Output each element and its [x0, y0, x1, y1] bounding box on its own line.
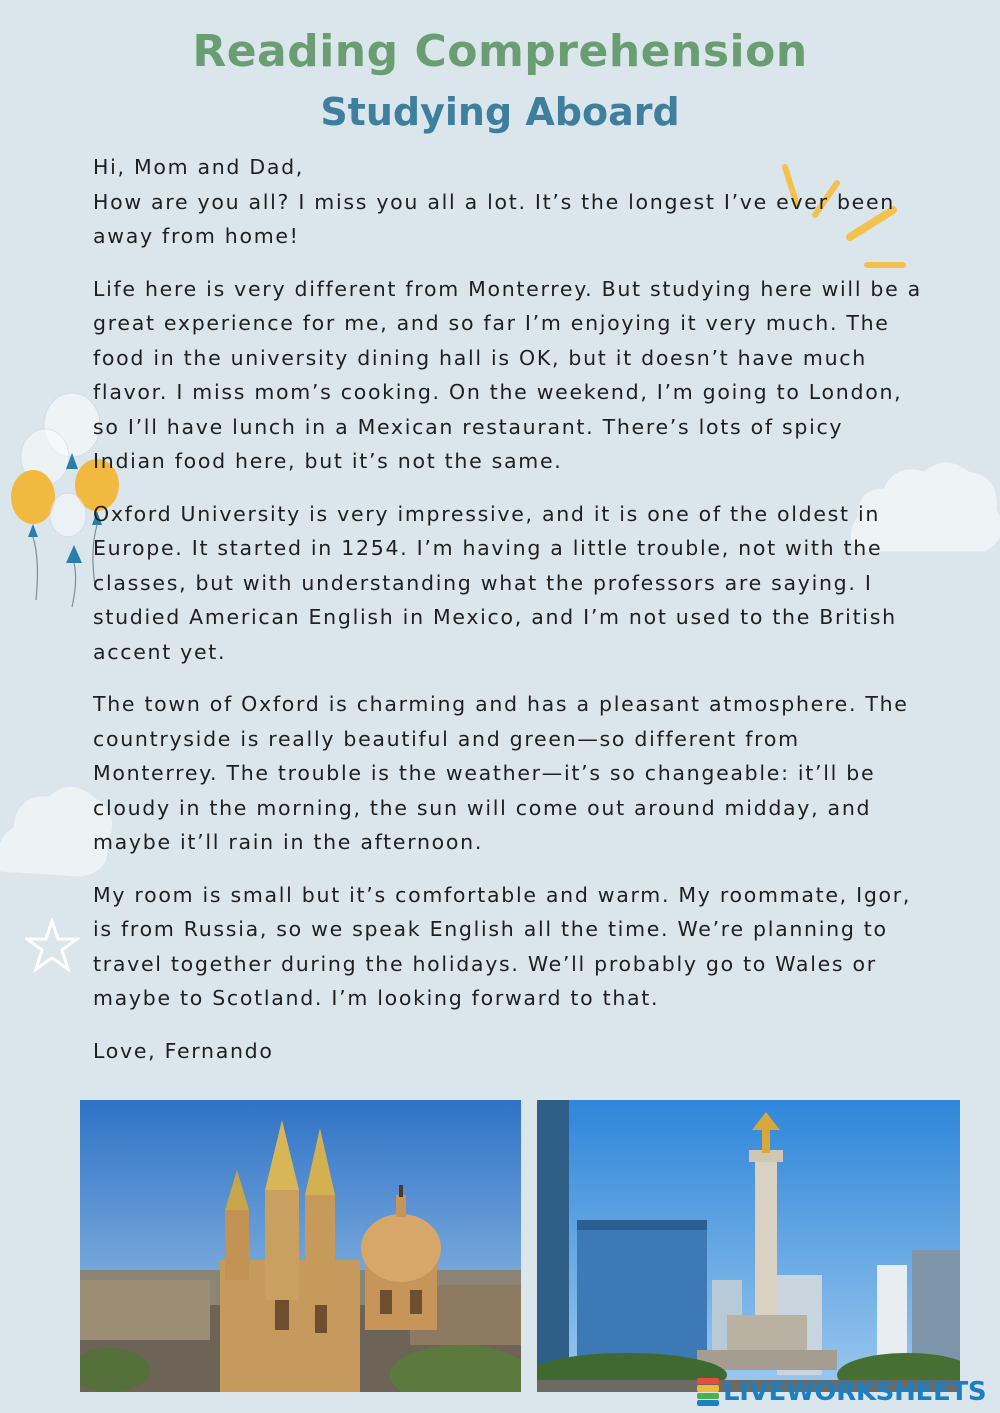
star-icon [25, 918, 80, 973]
brand-name: LIVEWORKSHEETS [723, 1377, 987, 1407]
liveworksheets-logo [697, 1376, 986, 1408]
page-title: Reading Comprehension [192, 26, 808, 77]
page-subtitle: Studying Aboard [320, 90, 680, 134]
letter-paragraph: The town of Oxford is charming and has a pleasant atmosphere. The countryside is really beautiful and green—so different from Monterrey. The trouble is the weather—it’s so changeable: it’ll be cloudy in the morning, the sun will come out around midday, and maybe it’ll rain in the afternoon. [93, 692, 909, 854]
letter-paragraph: How are you all? I miss you all a lot. It’s the longest I’ve ever been away from home! [93, 189, 895, 248]
letter-paragraph: Oxford University is very impressive, and it is one of the oldest in Europe. It started in 1254. I’m having a little trouble, not with the classes, but with understanding what the professors are saying. I studied American English in Mexico, and I’m not used to the British accent yet. [93, 501, 897, 664]
liveworksheets-icon [697, 1378, 719, 1406]
cathedral-photo [80, 1100, 521, 1392]
letter-paragraph: Life here is very different from Monterrey. But studying here will be a great experience for me, and so far I’m enjoying it very much. The food in the university dining hall is OK, but it doesn’t have much flavor. I miss mom’s cooking. On the weekend, I’m going to London, so I’ll have lunch in a Mexican restaurant. There’s lots of spicy Indian food here, but it’s not the same. [93, 276, 922, 473]
letter-paragraph: My room is small but it’s comfortable and warm. My roommate, Igor, is from Russia, so we speak English all the time. We’re planning to travel together during the holidays. We’ll probably go to Wales or maybe to Scotland. I’m looking forward to that. [93, 882, 912, 1010]
angel-of-independence-photo [537, 1100, 960, 1392]
letter-greeting: Hi, Mom and Dad, [93, 155, 305, 179]
letter-body [93, 150, 923, 1086]
letter-signature: Love, Fernando [93, 1038, 274, 1063]
